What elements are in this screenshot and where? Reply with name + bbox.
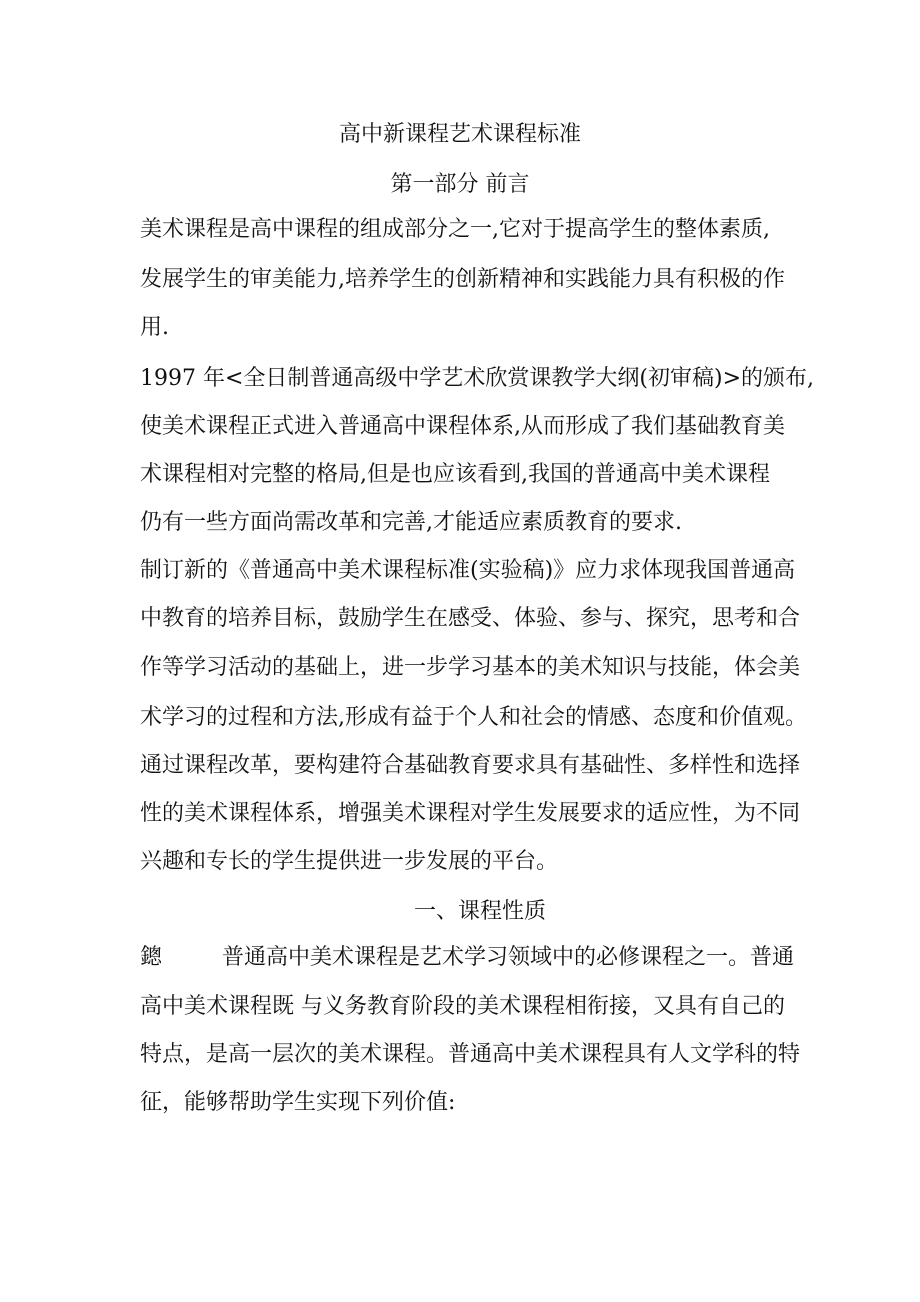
section-heading: 一、课程性质	[413, 899, 546, 924]
paragraph-line: 中教育的培养目标，鼓励学生在感受、体验、参与、探究，思考和合	[140, 606, 801, 631]
paragraph-line: 使美术课程正式进入普通高中课程体系,从而形成了我们基础教育美	[140, 414, 785, 439]
paragraph-line: 1997 年<全日制普通高级中学艺术欣赏课教学大纲(初审稿)>的颁布,	[140, 366, 815, 391]
paragraph-line: 美术课程是高中课程的组成部分之一,它对于提高学生的整体素质,	[140, 217, 770, 242]
part-heading: 第一部分 前言	[390, 172, 530, 197]
document-title: 高中新课程艺术课程标准	[338, 122, 581, 147]
paragraph-line: 术学习的过程和方法,形成有益于个人和社会的情感、态度和价值观。	[140, 705, 807, 730]
paragraph-line: 用.	[140, 315, 169, 340]
paragraph-line: 通过课程改革，要构建符合基础教育要求具有基础性、多样性和选择	[140, 753, 801, 778]
paragraph-text: 普通高中美术课程是艺术学习领域中的必修课程之一。普通	[222, 945, 795, 970]
paragraph-line: 征，能够帮助学生实现下列价值:	[140, 1090, 456, 1115]
lead-glyph: 鏓	[140, 945, 163, 970]
paragraph-line: 高中美术课程既 与义务教育阶段的美术课程相衔接，又具有自己的	[140, 994, 785, 1019]
paragraph-line: 术课程相对完整的格局,但是也应该看到,我国的普通高中美术课程	[140, 462, 770, 487]
paragraph-line: 作等学习活动的基础上，进一步学习基本的美术知识与技能，体会美	[140, 655, 801, 680]
paragraph-line: 性的美术课程体系，增强美术课程对学生发展要求的适应性，为不同	[140, 801, 801, 826]
paragraph-line: 仍有一些方面尚需改革和完善,才能适应素质教育的要求.	[140, 510, 682, 535]
paragraph-line: 特点，是高一层次的美术课程。普通高中美术课程具有人文学科的特	[140, 1042, 801, 1067]
paragraph-line	[140, 943, 795, 973]
paragraph-line: 兴趣和专长的学生提供进一步发展的平台。	[140, 849, 559, 874]
paragraph-line: 发展学生的审美能力,培养学生的创新精神和实践能力具有积极的作	[140, 267, 785, 292]
paragraph-line: 制订新的《普通高中美术课程标准(实验稿)》应力求体现我国普通高	[140, 558, 796, 583]
